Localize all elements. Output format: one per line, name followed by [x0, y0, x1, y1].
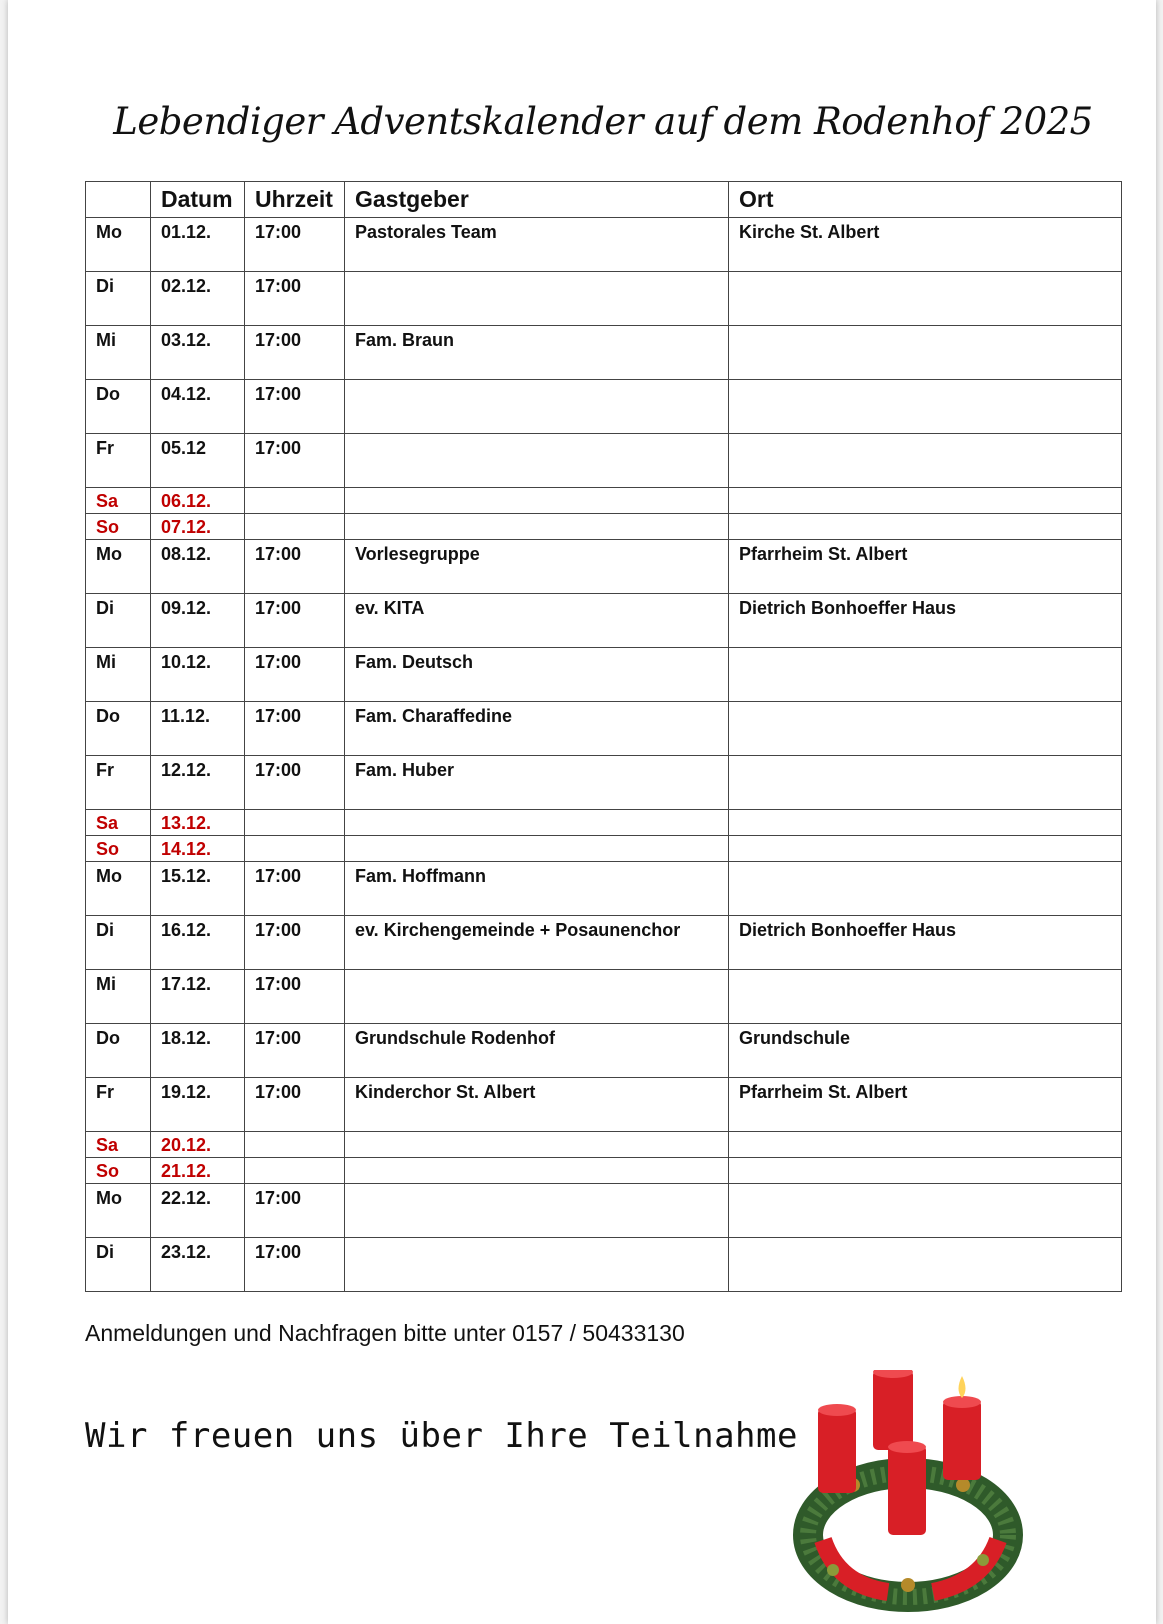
- table-row: [86, 540, 1122, 594]
- cell-date: 18.12.: [151, 1024, 245, 1078]
- cell-date: 09.12.: [151, 594, 245, 648]
- candle-front: [888, 1445, 926, 1535]
- cell-day: Di: [86, 1238, 151, 1292]
- table-row: [86, 326, 1122, 380]
- cell-day: Di: [86, 594, 151, 648]
- cell-place: [729, 702, 1122, 756]
- table-row: [86, 1132, 1122, 1158]
- cell-place: [729, 1132, 1122, 1158]
- cell-host: [345, 836, 729, 862]
- cell-day: Mi: [86, 326, 151, 380]
- cell-date: 14.12.: [151, 836, 245, 862]
- cell-time: [245, 836, 345, 862]
- table-row: [86, 218, 1122, 272]
- cell-day: Mo: [86, 540, 151, 594]
- cell-date: 02.12.: [151, 272, 245, 326]
- ornament: [977, 1554, 989, 1566]
- candle-flame: [959, 1376, 966, 1398]
- table-row: [86, 1184, 1122, 1238]
- thanks-note: Wir freuen uns über Ihre Teilnahme: [85, 1416, 798, 1456]
- cell-host: [345, 272, 729, 326]
- cell-day: Sa: [86, 1132, 151, 1158]
- table-row: [86, 916, 1122, 970]
- ornament: [956, 1478, 970, 1492]
- cell-date: 22.12.: [151, 1184, 245, 1238]
- header-host: Gastgeber: [345, 182, 729, 218]
- cell-place: Pfarrheim St. Albert: [729, 1078, 1122, 1132]
- ornament: [827, 1564, 839, 1576]
- cell-host: Pastorales Team: [345, 218, 729, 272]
- cell-host: ev. Kirchengemeinde + Posaunenchor: [345, 916, 729, 970]
- table-row: [86, 810, 1122, 836]
- cell-time: [245, 810, 345, 836]
- cell-date: 19.12.: [151, 1078, 245, 1132]
- table-row: [86, 702, 1122, 756]
- table-row: [86, 594, 1122, 648]
- cell-day: Fr: [86, 756, 151, 810]
- candle-back: [873, 1370, 913, 1450]
- candle-front-top: [888, 1441, 926, 1453]
- cell-day: Sa: [86, 488, 151, 514]
- cell-time: 17:00: [245, 1024, 345, 1078]
- cell-date: 11.12.: [151, 702, 245, 756]
- cell-place: [729, 1158, 1122, 1184]
- cell-date: 17.12.: [151, 970, 245, 1024]
- cell-date: 03.12.: [151, 326, 245, 380]
- cell-place: [729, 434, 1122, 488]
- header-date: Datum: [151, 182, 245, 218]
- document-page: [8, 0, 1156, 1624]
- cell-date: 12.12.: [151, 756, 245, 810]
- cell-host: [345, 970, 729, 1024]
- cell-host: Vorlesegruppe: [345, 540, 729, 594]
- table-row: [86, 756, 1122, 810]
- candle-right: [943, 1400, 981, 1480]
- cell-time: [245, 1158, 345, 1184]
- contact-note: Anmeldungen und Nachfragen bitte unter 0157 / 50433130: [85, 1320, 685, 1346]
- cell-host: [345, 380, 729, 434]
- cell-time: 17:00: [245, 1184, 345, 1238]
- cell-date: 16.12.: [151, 916, 245, 970]
- cell-date: 04.12.: [151, 380, 245, 434]
- cell-time: [245, 488, 345, 514]
- table-row: [86, 380, 1122, 434]
- cell-date: 13.12.: [151, 810, 245, 836]
- cell-time: 17:00: [245, 970, 345, 1024]
- cell-time: 17:00: [245, 702, 345, 756]
- cell-date: 10.12.: [151, 648, 245, 702]
- cell-time: 17:00: [245, 756, 345, 810]
- cell-place: [729, 836, 1122, 862]
- cell-time: 17:00: [245, 916, 345, 970]
- cell-date: 20.12.: [151, 1132, 245, 1158]
- cell-date: 21.12.: [151, 1158, 245, 1184]
- cell-host: Grundschule Rodenhof: [345, 1024, 729, 1078]
- cell-host: Fam. Deutsch: [345, 648, 729, 702]
- table-row: [86, 514, 1122, 540]
- cell-host: [345, 434, 729, 488]
- cell-time: 17:00: [245, 218, 345, 272]
- header-day: [86, 182, 151, 218]
- cell-time: 17:00: [245, 594, 345, 648]
- header-time: Uhrzeit: [245, 182, 345, 218]
- cell-host: [345, 488, 729, 514]
- cell-place: Grundschule: [729, 1024, 1122, 1078]
- cell-day: Sa: [86, 810, 151, 836]
- table-row: [86, 1024, 1122, 1078]
- candle-left-top: [818, 1404, 856, 1416]
- cell-place: [729, 862, 1122, 916]
- cell-day: Mo: [86, 862, 151, 916]
- advent-calendar-table: [85, 181, 1122, 1292]
- cell-host: Fam. Hoffmann: [345, 862, 729, 916]
- cell-time: 17:00: [245, 1078, 345, 1132]
- cell-host: ev. KITA: [345, 594, 729, 648]
- cell-date: 08.12.: [151, 540, 245, 594]
- cell-day: So: [86, 514, 151, 540]
- cell-place: [729, 648, 1122, 702]
- cell-host: [345, 514, 729, 540]
- cell-host: Fam. Huber: [345, 756, 729, 810]
- cell-day: So: [86, 1158, 151, 1184]
- cell-host: Kinderchor St. Albert: [345, 1078, 729, 1132]
- cell-day: Mi: [86, 648, 151, 702]
- cell-place: [729, 488, 1122, 514]
- table-header-row: [86, 182, 1122, 218]
- advent-wreath-image: [793, 1370, 1023, 1615]
- cell-host: Fam. Braun: [345, 326, 729, 380]
- cell-place: Dietrich Bonhoeffer Haus: [729, 916, 1122, 970]
- cell-day: Di: [86, 272, 151, 326]
- cell-date: 01.12.: [151, 218, 245, 272]
- cell-place: [729, 1238, 1122, 1292]
- table-body: [86, 218, 1122, 1292]
- cell-place: Dietrich Bonhoeffer Haus: [729, 594, 1122, 648]
- cell-place: [729, 380, 1122, 434]
- cell-place: [729, 810, 1122, 836]
- table-row: [86, 488, 1122, 514]
- table-row: [86, 648, 1122, 702]
- cell-host: [345, 810, 729, 836]
- cell-day: Mi: [86, 970, 151, 1024]
- cell-date: 23.12.: [151, 1238, 245, 1292]
- cell-time: 17:00: [245, 862, 345, 916]
- cell-place: Pfarrheim St. Albert: [729, 540, 1122, 594]
- cell-place: [729, 970, 1122, 1024]
- cell-day: Mo: [86, 1184, 151, 1238]
- cell-host: [345, 1132, 729, 1158]
- cell-host: [345, 1238, 729, 1292]
- cell-date: 06.12.: [151, 488, 245, 514]
- cell-date: 07.12.: [151, 514, 245, 540]
- table-row: [86, 862, 1122, 916]
- table-row: [86, 1238, 1122, 1292]
- cell-host: Fam. Charaffedine: [345, 702, 729, 756]
- cell-time: 17:00: [245, 326, 345, 380]
- cell-date: 15.12.: [151, 862, 245, 916]
- cell-place: [729, 1184, 1122, 1238]
- table-row: [86, 1078, 1122, 1132]
- cell-place: [729, 514, 1122, 540]
- cell-host: [345, 1158, 729, 1184]
- cell-host: [345, 1184, 729, 1238]
- cell-time: 17:00: [245, 1238, 345, 1292]
- cell-place: Kirche St. Albert: [729, 218, 1122, 272]
- cell-day: Do: [86, 702, 151, 756]
- ornament: [901, 1578, 915, 1592]
- cell-time: 17:00: [245, 272, 345, 326]
- table-row: [86, 836, 1122, 862]
- cell-place: [729, 326, 1122, 380]
- page-title: Lebendiger Adventskalender auf dem Rodenhof 2025: [113, 100, 1093, 143]
- table-row: [86, 434, 1122, 488]
- cell-time: 17:00: [245, 648, 345, 702]
- cell-time: 17:00: [245, 540, 345, 594]
- cell-time: [245, 1132, 345, 1158]
- cell-day: So: [86, 836, 151, 862]
- cell-day: Di: [86, 916, 151, 970]
- cell-time: 17:00: [245, 434, 345, 488]
- cell-day: Mo: [86, 218, 151, 272]
- table-row: [86, 1158, 1122, 1184]
- cell-place: [729, 756, 1122, 810]
- table-row: [86, 272, 1122, 326]
- cell-time: 17:00: [245, 380, 345, 434]
- header-place: Ort: [729, 182, 1122, 218]
- candle-left: [818, 1408, 856, 1493]
- cell-place: [729, 272, 1122, 326]
- cell-time: [245, 514, 345, 540]
- table-row: [86, 970, 1122, 1024]
- cell-day: Do: [86, 1024, 151, 1078]
- cell-day: Fr: [86, 434, 151, 488]
- cell-day: Fr: [86, 1078, 151, 1132]
- cell-date: 05.12: [151, 434, 245, 488]
- cell-day: Do: [86, 380, 151, 434]
